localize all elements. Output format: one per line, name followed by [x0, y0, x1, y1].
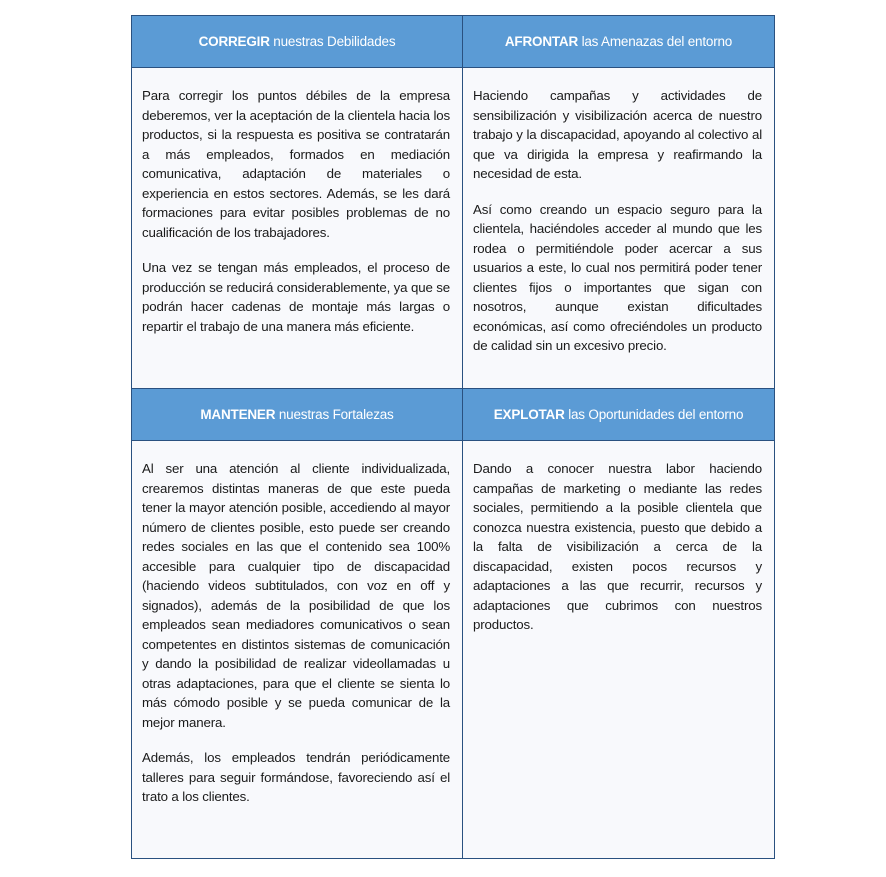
header-corregir — [132, 16, 463, 68]
mantener-paragraph-2: Además, los empleados tendrán periódicamente talleres para seguir formándose, favoreciendo así el trato a los clientes. — [142, 750, 450, 804]
header-explotar — [463, 389, 775, 441]
header-afrontar — [463, 16, 775, 68]
header-row-top — [132, 16, 775, 68]
body-row-bottom — [132, 441, 775, 859]
dafo-strategy-table — [131, 15, 775, 859]
header-mantener-rest: nuestras Fortalezas — [275, 407, 394, 422]
cell-mantener — [132, 441, 463, 859]
corregir-paragraph-1: Para corregir los puntos débiles de la empresa deberemos, ver la aceptación de la clientela hacia los productos, si la respuesta es positiva se contratarán a más empleados, formados en mediación comunicativa, adaptación de materiales o experiencia en estos sectores. Además, se les dará formaciones para evitar posibles problemas de no cualificación de los trabajadores. — [142, 88, 450, 240]
cell-afrontar — [463, 68, 775, 389]
header-mantener-strong: MANTENER — [200, 407, 276, 422]
header-row-bottom — [132, 389, 775, 441]
header-afrontar-rest: las Amenazas del entorno — [578, 34, 733, 49]
mantener-paragraph-1: Al ser una atención al cliente individualizada, crearemos distintas maneras de que este pueda tener la mayor atención posible, accediendo al mayor número de clientes posible, esto puede ser creando redes sociales en las que el contenido sea 100% accesible para cualquier tipo de discapacidad (haciendo videos subtitulados, con voz en off y signados), además de la posibilidad de que los empleados sean mediadores comunicativos o sean competentes en distintos sistemas de comunicación y dando la posibilidad de realizar videollamadas u otras adaptaciones, para que el cliente se sienta lo más cómodo posible y se pueda comunicar de la mejor manera. — [142, 461, 450, 730]
cell-corregir — [132, 68, 463, 389]
corregir-paragraph-2: Una vez se tengan más empleados, el proceso de producción se reducirá considerablemente, ya que se podrán hacer cadenas de montaje más largas o repartir el trabajo de una manera más eficiente. — [142, 260, 450, 334]
explotar-paragraph-1: Dando a conocer nuestra labor haciendo campañas de marketing o mediante las redes sociales, permitiendo a la posible clientela que conozca nuestra existencia, puesto que debido a la falta de visibilización a cerca de la discapacidad, existen pocos recursos y adaptaciones a las que recurrir, recursos y adaptaciones que cubrimos con nuestros productos. — [473, 461, 762, 632]
header-mantener — [132, 389, 463, 441]
afrontar-paragraph-2: Así como creando un espacio seguro para la clientela, haciéndoles acceder al mundo que les rodea o permitiéndole poder acercar a sus usuarios a este, lo cual nos permitirá poder tener clientes fijos o importantes que sigan con nosotros, aunque existan dificultades económicas, así como ofreciéndoles un producto de calidad sin un excesivo precio. — [473, 201, 762, 353]
header-afrontar-strong: AFRONTAR — [504, 34, 579, 49]
afrontar-paragraph-1: Haciendo campañas y actividades de sensibilización y visibilización acerca de nuestro trabajo y la discapacidad, apoyando al colectivo al que va dirigida la empresa y reafirmando la necesidad de esta. — [473, 88, 762, 181]
header-corregir-strong: CORREGIR — [198, 34, 270, 49]
body-row-top — [132, 68, 775, 389]
header-explotar-strong: EXPLOTAR — [493, 407, 565, 422]
header-explotar-rest: las Oportunidades del entorno — [564, 407, 744, 422]
cell-explotar — [463, 441, 775, 859]
header-corregir-rest: nuestras Debilidades — [269, 34, 396, 49]
